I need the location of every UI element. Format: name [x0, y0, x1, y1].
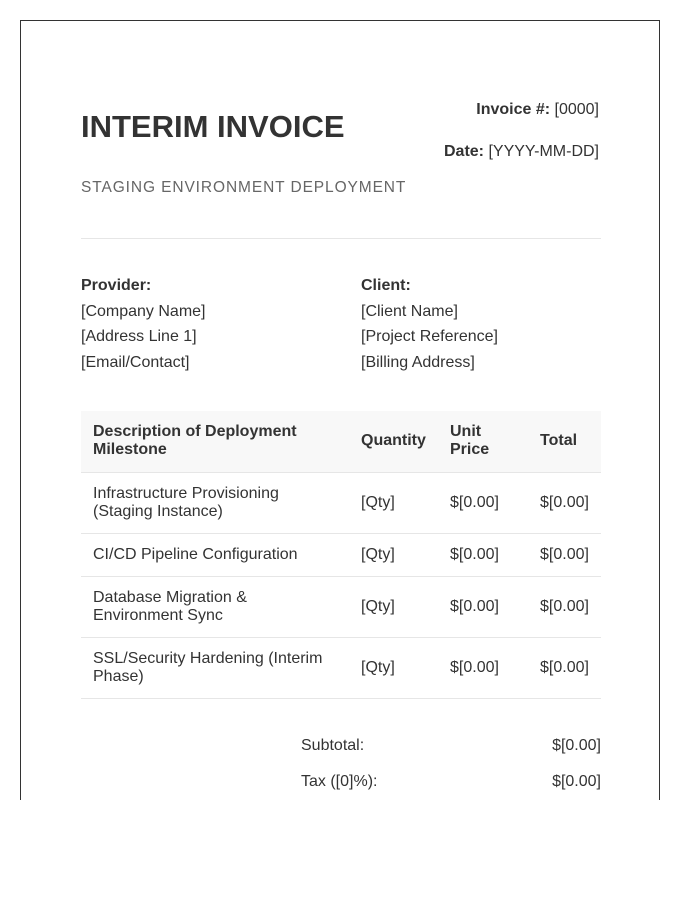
- client-block: [361, 273, 498, 375]
- invoice-date: [444, 143, 599, 161]
- row-total: $[0.00]: [528, 472, 601, 533]
- table-row: [81, 637, 601, 698]
- invoice-number: [476, 101, 599, 119]
- invoice-page: [20, 20, 660, 800]
- header-unit-price: Unit Price: [438, 411, 528, 472]
- provider-block: [81, 273, 206, 375]
- invoice-date-value: [YYYY-MM-DD]: [488, 143, 599, 160]
- invoice-number-label: Invoice #:: [476, 101, 551, 118]
- row-quantity: [Qty]: [349, 472, 438, 533]
- client-project-reference: [Project Reference]: [361, 328, 498, 345]
- row-unit-price: $[0.00]: [438, 533, 528, 576]
- provider-address: [Address Line 1]: [81, 328, 197, 345]
- line-items-table: [81, 411, 601, 699]
- invoice-title: INTERIM INVOICE: [81, 109, 345, 144]
- invoice-subtitle: STAGING ENVIRONMENT DEPLOYMENT: [81, 179, 407, 196]
- table-row: [81, 533, 601, 576]
- header-description: Description of Deployment Milestone: [81, 411, 349, 472]
- header-total: Total: [528, 411, 601, 472]
- row-quantity: [Qty]: [349, 533, 438, 576]
- invoice-date-label: Date:: [444, 143, 485, 160]
- provider-contact: [Email/Contact]: [81, 353, 190, 371]
- tax-value: $[0.00]: [552, 773, 601, 790]
- invoice-number-value: [0000]: [554, 101, 599, 118]
- row-unit-price: $[0.00]: [438, 472, 528, 533]
- row-total: $[0.00]: [528, 637, 601, 698]
- row-description: CI/CD Pipeline Configuration: [81, 533, 349, 576]
- row-unit-price: $[0.00]: [438, 576, 528, 637]
- row-description: Infrastructure Provisioning (Staging Instance): [81, 472, 349, 533]
- row-total: $[0.00]: [528, 533, 601, 576]
- client-billing-address: [Billing Address]: [361, 353, 475, 371]
- provider-heading: Provider:: [81, 277, 152, 294]
- subtotal-value: $[0.00]: [552, 737, 601, 754]
- client-heading: Client:: [361, 277, 411, 294]
- row-total: $[0.00]: [528, 576, 601, 637]
- row-description: Database Migration & Environment Sync: [81, 576, 349, 637]
- table-header-row: [81, 411, 601, 472]
- table-row: [81, 576, 601, 637]
- row-quantity: [Qty]: [349, 637, 438, 698]
- row-unit-price: $[0.00]: [438, 637, 528, 698]
- table-row: [81, 472, 601, 533]
- provider-company-name: [Company Name]: [81, 302, 206, 320]
- tax-label: Tax ([0]%):: [301, 773, 378, 790]
- subtotal-label: Subtotal:: [301, 737, 365, 754]
- header-divider: [81, 238, 601, 239]
- client-name: [Client Name]: [361, 302, 458, 320]
- row-description: SSL/Security Hardening (Interim Phase): [81, 637, 349, 698]
- header-quantity: Quantity: [349, 411, 438, 472]
- row-quantity: [Qty]: [349, 576, 438, 637]
